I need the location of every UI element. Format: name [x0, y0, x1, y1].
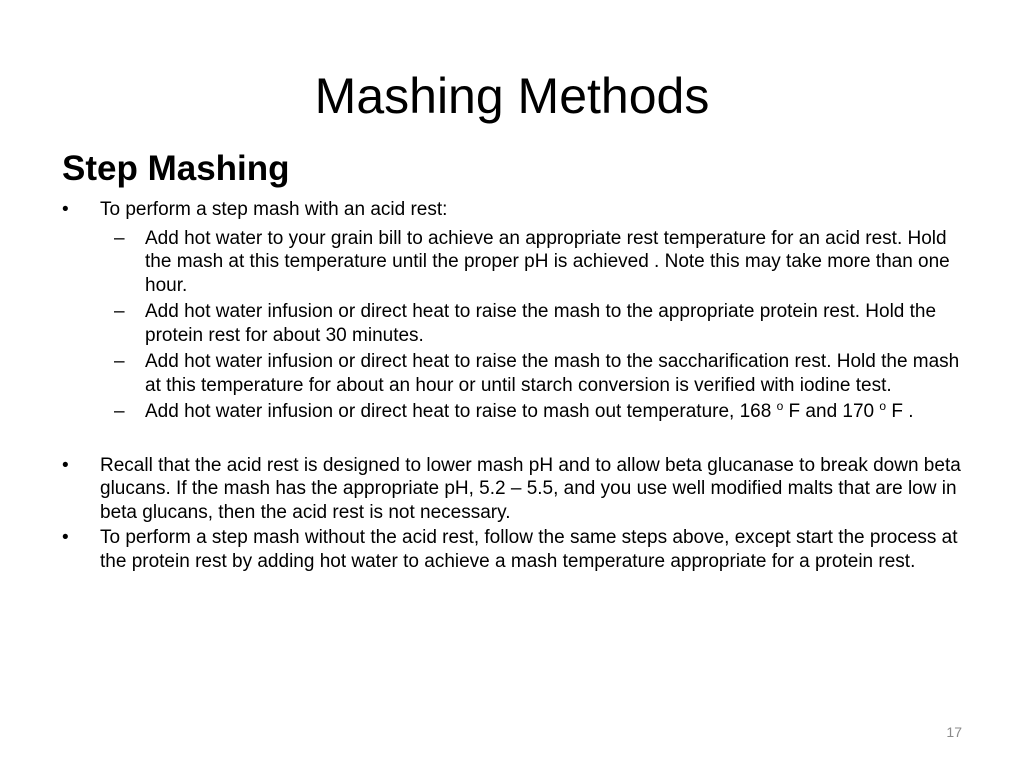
page-number: 17: [946, 724, 962, 740]
slide-title: Mashing Methods: [314, 68, 710, 124]
bullet-marker: •: [62, 199, 69, 220]
slide-subtitle: Step Mashing: [62, 149, 290, 188]
bullet-item: [62, 198, 972, 424]
sub-bullet-text-part: F and 170: [783, 401, 880, 422]
bullet-text: To perform a step mash with an acid rest:: [100, 199, 448, 220]
bullet-marker: •: [62, 527, 69, 548]
sub-bullet-marker: –: [114, 401, 125, 422]
sub-bullet-text: [145, 401, 914, 422]
sub-bullet-item: [100, 300, 972, 347]
bullet-item: [62, 454, 972, 525]
degree-superscript: o: [879, 399, 887, 413]
bullet-text: To perform a step mash without the acid rest, follow the same steps above, except start the process at the protein rest by adding hot water to achieve a mash temperature appropriate for a protein rest.: [100, 527, 958, 572]
blank-line: [62, 427, 972, 454]
sub-bullet-marker: –: [114, 227, 125, 249]
sub-bullet-list: [100, 227, 972, 424]
sub-bullet-text-part: Add hot water infusion or direct heat to raise to mash out temperature, 168: [145, 401, 777, 422]
sub-bullet-item: [100, 227, 972, 298]
sub-bullet-marker: –: [114, 301, 125, 322]
bullet-item: [62, 526, 972, 573]
degree-superscript: o: [776, 399, 784, 413]
bullet-marker: •: [62, 454, 69, 476]
sub-bullet-item: [100, 400, 972, 424]
sub-bullet-item: [100, 350, 972, 397]
sub-bullet-text: Add hot water to your grain bill to achieve an appropriate rest temperature for an acid rest. Hold the mash at this temperature until the proper pH is achieved . Note this may take more than one hour.: [145, 227, 950, 296]
bullet-list: [62, 198, 972, 573]
sub-bullet-text-part: F .: [886, 401, 914, 422]
bullet-text: Recall that the acid rest is designed to lower mash pH and to allow beta glucanase to break down beta glucans. If the mash has the appropriate pH, 5.2 – 5.5, and you use well modified malts that are low in beta glucans, then the acid rest is not necessary.: [100, 454, 961, 523]
sub-bullet-text: Add hot water infusion or direct heat to raise the mash to the appropriate protein rest. Hold the protein rest for about 30 minutes.: [145, 301, 937, 346]
slide-content: [62, 198, 972, 575]
sub-bullet-marker: –: [114, 351, 125, 372]
sub-bullet-text: Add hot water infusion or direct heat to raise the mash to the saccharification rest. Hold the mash at this temperature for about an hour or until starch conversion is verified with iodine test.: [145, 351, 960, 396]
